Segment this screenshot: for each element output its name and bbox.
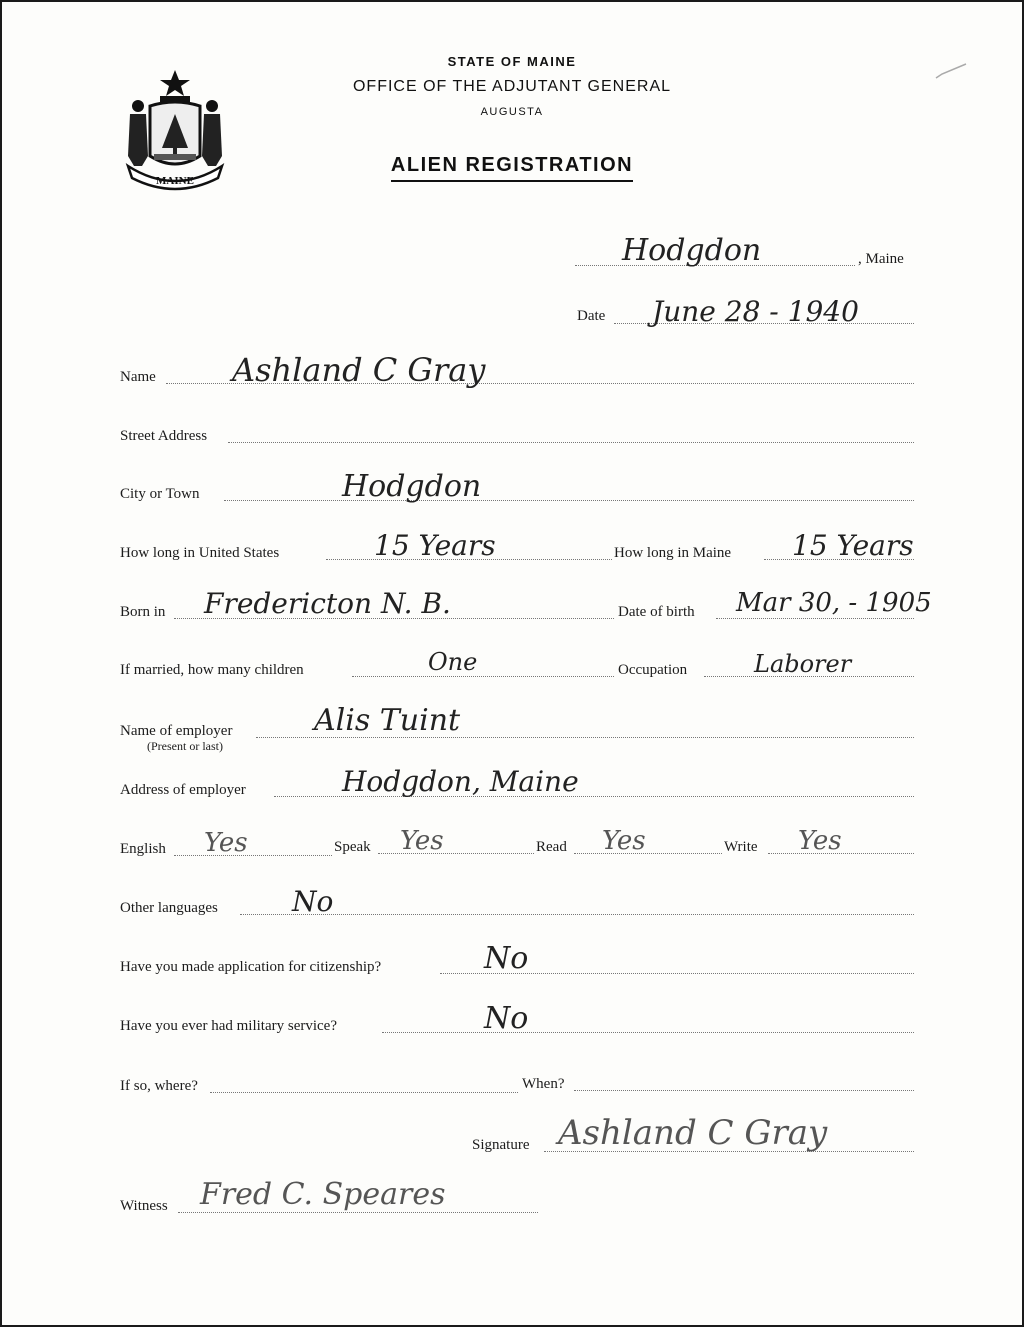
registration-form — [2, 2, 1022, 1325]
military-label: Have you ever had military service? — [120, 1018, 337, 1034]
city-label: City or Town — [120, 486, 200, 502]
employer-address-value: Hodgdon, Maine — [342, 765, 579, 798]
military-value: No — [484, 1001, 529, 1036]
english-value: Yes — [204, 828, 248, 858]
name-label: Name — [120, 369, 156, 385]
children-label: If married, how many children — [120, 662, 304, 678]
occupation-label: Occupation — [618, 662, 688, 678]
read-label: Read — [536, 839, 567, 855]
born-in-label: Born in — [120, 604, 166, 620]
date-label: Date — [577, 308, 606, 324]
how-long-us-label: How long in United States — [120, 545, 280, 561]
children-value: One — [428, 648, 478, 676]
born-in-value: Fredericton N. B. — [204, 587, 451, 620]
citizenship-label: Have you made application for citizenship? — [120, 959, 382, 975]
street-address-label: Street Address — [120, 428, 208, 444]
city-value: Hodgdon — [342, 469, 482, 504]
witness-label: Witness — [120, 1198, 168, 1214]
other-languages-value: No — [292, 885, 334, 918]
other-languages-label: Other languages — [120, 900, 218, 916]
date-of-birth-value: Mar 30, - 1905 — [736, 588, 932, 618]
state-heading: STATE OF MAINE — [447, 54, 577, 69]
signature-label: Signature — [472, 1137, 530, 1153]
write-label: Write — [724, 839, 758, 855]
when-label: When? — [522, 1076, 565, 1092]
city-heading: AUGUSTA — [480, 106, 544, 118]
maine-suffix: , Maine — [858, 251, 904, 267]
speak-value: Yes — [400, 826, 444, 856]
how-long-maine-value: 15 Years — [792, 529, 914, 562]
speak-label: Speak — [334, 839, 371, 855]
name-value: Ashland C Gray — [232, 351, 486, 389]
form-title: ALIEN REGISTRATION — [2, 154, 1022, 177]
office-heading: OFFICE OF THE ADJUTANT GENERAL — [352, 78, 672, 95]
english-label: English — [120, 841, 166, 857]
how-long-maine-label: How long in Maine — [614, 545, 732, 561]
date-value: June 28 - 1940 — [652, 295, 859, 328]
read-value: Yes — [602, 826, 646, 856]
write-value: Yes — [798, 826, 842, 856]
occupation-value: Laborer — [754, 650, 852, 678]
where-label: If so, where? — [120, 1078, 198, 1094]
how-long-us-value: 15 Years — [374, 529, 496, 562]
town-value: Hodgdon — [622, 233, 762, 268]
svg-text:MAINE: MAINE — [156, 175, 194, 187]
witness-value: Fred C. Speares — [200, 1177, 446, 1212]
pencil-mark-icon — [932, 60, 972, 84]
citizenship-value: No — [484, 941, 529, 976]
employer-value: Alis Tuint — [314, 703, 461, 738]
employer-label: Name of employer — [120, 723, 233, 739]
signature-value: Ashland C Gray — [558, 1113, 828, 1153]
date-of-birth-label: Date of birth — [618, 604, 695, 620]
employer-sublabel: (Present or last) — [147, 739, 223, 753]
employer-address-label: Address of employer — [120, 782, 246, 798]
